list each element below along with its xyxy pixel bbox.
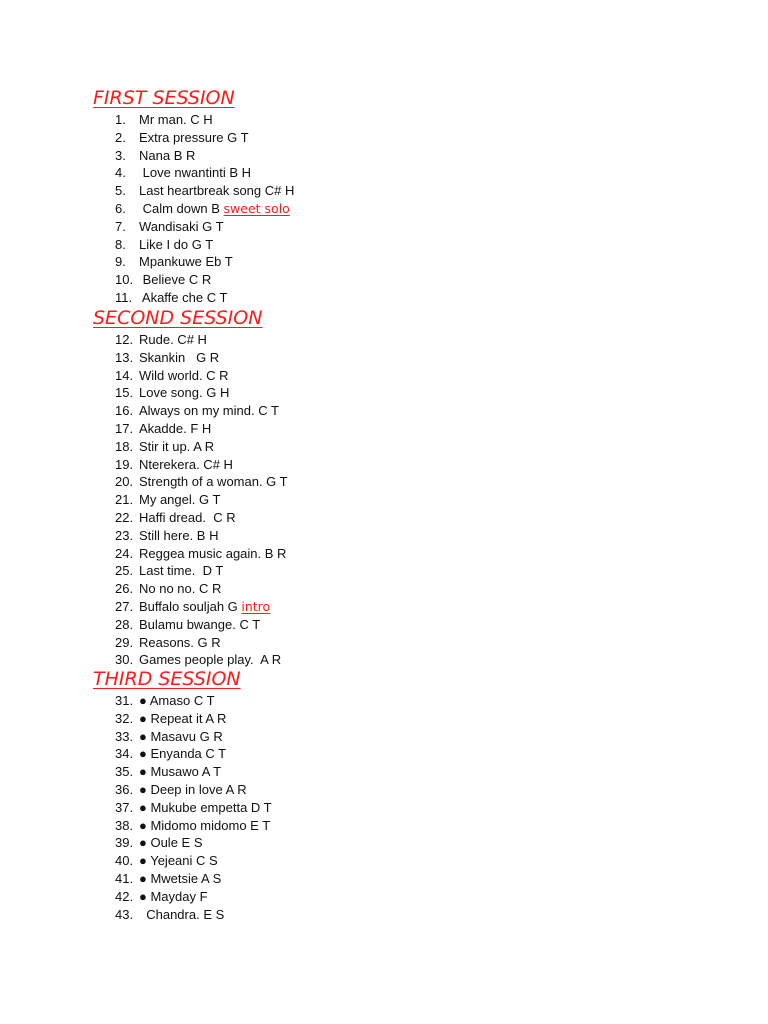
song-title-key: Still here. B H <box>139 527 219 543</box>
song-item <box>115 129 294 147</box>
song-title-key: ● Musawo A T <box>139 764 222 780</box>
song-item <box>115 527 288 545</box>
song-title-key: Calm down B <box>139 200 224 216</box>
song-item <box>115 384 288 402</box>
song-item <box>115 906 272 924</box>
song-number: 4. <box>115 165 126 181</box>
song-item <box>115 236 294 254</box>
song-number: 16. <box>115 403 134 419</box>
song-title-key: Akadde. F H <box>139 420 212 436</box>
song-item <box>115 491 288 509</box>
song-number: 6. <box>115 200 126 216</box>
song-note: intro <box>241 598 271 614</box>
song-title-key: ● Deep in love A R <box>139 781 247 797</box>
song-item <box>115 182 294 200</box>
song-item <box>115 817 272 835</box>
song-item <box>115 331 288 349</box>
song-title-key: My angel. G T <box>139 492 221 508</box>
song-number: 2. <box>115 129 126 145</box>
song-item <box>115 509 288 527</box>
song-number: 36. <box>115 781 134 797</box>
song-title-key: Nterekera. C# H <box>139 456 233 472</box>
song-item <box>115 852 272 870</box>
song-title-key: Chandra. E S <box>139 906 225 922</box>
song-item <box>115 253 294 271</box>
song-item <box>115 271 294 289</box>
song-item <box>115 834 272 852</box>
song-number: 23. <box>115 527 134 543</box>
song-number: 7. <box>115 218 126 234</box>
song-number: 29. <box>115 634 134 650</box>
song-number: 37. <box>115 799 134 815</box>
song-title-key: ● Yejeani C S <box>139 853 218 869</box>
song-item <box>115 367 288 385</box>
song-number: 30. <box>115 652 134 668</box>
song-title-key: ● Mukube empetta D T <box>139 799 272 815</box>
song-item <box>115 870 272 888</box>
song-item <box>115 200 294 218</box>
song-number: 18. <box>115 438 134 454</box>
song-title-key: Love song. G H <box>139 385 230 401</box>
song-title-key: Bulamu bwange. C T <box>139 616 261 632</box>
first-session-list <box>115 111 294 307</box>
song-item <box>115 218 294 236</box>
song-number: 15. <box>115 385 134 401</box>
song-number: 42. <box>115 888 134 904</box>
third-session-heading: THIRD SESSION <box>93 668 241 690</box>
song-number: 1. <box>115 112 126 127</box>
song-item <box>115 438 288 456</box>
song-title-key: Haffi dread. C R <box>139 509 236 525</box>
song-item <box>115 580 288 598</box>
song-title-key: Skankin G R <box>139 349 220 365</box>
song-number: 24. <box>115 545 134 561</box>
song-title-key: Like I do G T <box>139 236 214 252</box>
song-title-key: Believe C R <box>139 272 212 288</box>
song-title-key: Extra pressure G T <box>139 129 249 145</box>
song-number: 11. <box>115 289 133 305</box>
song-title-key: Games people play. A R <box>139 652 282 668</box>
song-title-key: Akaffe che C T <box>139 289 228 305</box>
song-title-key: Strength of a woman. G T <box>139 474 288 490</box>
song-title-key: Last time. D T <box>139 563 224 579</box>
song-item <box>115 456 288 474</box>
song-title-key: Mr man. C H <box>139 112 213 127</box>
song-number: 33. <box>115 728 134 744</box>
song-title-key: Reggea music again. B R <box>139 545 287 561</box>
song-title-key: Love nwantinti B H <box>139 165 252 181</box>
song-title-key: ● Repeat it A R <box>139 710 227 726</box>
song-number: 13. <box>115 349 134 365</box>
song-item <box>115 728 272 746</box>
song-item <box>115 598 288 616</box>
song-title-key: Always on my mind. C T <box>139 403 279 419</box>
song-item <box>115 349 288 367</box>
song-item <box>115 473 288 491</box>
song-number: 12. <box>115 332 134 347</box>
song-number: 28. <box>115 616 134 632</box>
song-number: 8. <box>115 236 126 252</box>
song-number: 31. <box>115 693 134 708</box>
song-number: 34. <box>115 746 134 762</box>
song-number: 20. <box>115 474 134 490</box>
song-title-key: No no no. C R <box>139 581 222 597</box>
song-item <box>115 710 272 728</box>
song-number: 38. <box>115 817 134 833</box>
first-session-heading: FIRST SESSION <box>93 87 235 109</box>
song-item <box>115 562 288 580</box>
song-title-key: Last heartbreak song C# H <box>139 183 295 199</box>
song-number: 40. <box>115 853 134 869</box>
song-item <box>115 420 288 438</box>
song-item <box>115 763 272 781</box>
second-session-heading: SECOND SESSION <box>93 307 263 329</box>
song-number: 5. <box>115 183 126 199</box>
song-number: 32. <box>115 710 134 726</box>
song-item <box>115 289 294 307</box>
song-number: 9. <box>115 254 126 270</box>
song-number: 21. <box>115 492 134 508</box>
song-item <box>115 799 272 817</box>
song-number: 27. <box>115 598 134 614</box>
song-number: 25. <box>115 563 134 579</box>
song-title-key: ● Mwetsie A S <box>139 870 222 886</box>
song-number: 10. <box>115 272 134 288</box>
song-item <box>115 781 272 799</box>
song-number: 3. <box>115 147 126 163</box>
song-title-key: Wandisaki G T <box>139 218 224 234</box>
song-item <box>115 745 272 763</box>
song-number: 26. <box>115 581 134 597</box>
song-number: 43. <box>115 906 134 922</box>
song-title-key: ● Amaso C T <box>139 693 215 708</box>
song-item <box>115 692 272 710</box>
song-title-key: ● Midomo midomo E T <box>139 817 271 833</box>
song-note: sweet solo <box>223 200 290 216</box>
song-title-key: Nana B R <box>139 147 196 163</box>
song-number: 41. <box>115 870 134 886</box>
song-title-key: Stir it up. A R <box>139 438 215 454</box>
song-number: 14. <box>115 367 134 383</box>
song-item <box>115 888 272 906</box>
song-number: 19. <box>115 456 134 472</box>
song-title-key: ● Enyanda C T <box>139 746 227 762</box>
third-session-list <box>115 692 272 923</box>
song-item <box>115 402 288 420</box>
song-title-key: Mpankuwe Eb T <box>139 254 233 270</box>
song-item <box>115 616 288 634</box>
song-item <box>115 111 294 129</box>
song-title-key: ● Masavu G R <box>139 728 223 744</box>
song-title-key: ● Mayday F <box>139 888 208 904</box>
song-number: 17. <box>115 420 134 436</box>
song-title-key: Rude. C# H <box>139 332 207 347</box>
song-title-key: Wild world. C R <box>139 367 229 383</box>
second-session-list <box>115 331 288 669</box>
song-item <box>115 545 288 563</box>
song-item <box>115 164 294 182</box>
song-title-key: Buffalo souljah G <box>139 598 242 614</box>
song-title-key: Reasons. G R <box>139 634 221 650</box>
song-title-key: ● Oule E S <box>139 835 203 851</box>
song-number: 35. <box>115 764 134 780</box>
song-item <box>115 147 294 165</box>
song-number: 39. <box>115 835 134 851</box>
song-item <box>115 634 288 652</box>
song-number: 22. <box>115 509 134 525</box>
